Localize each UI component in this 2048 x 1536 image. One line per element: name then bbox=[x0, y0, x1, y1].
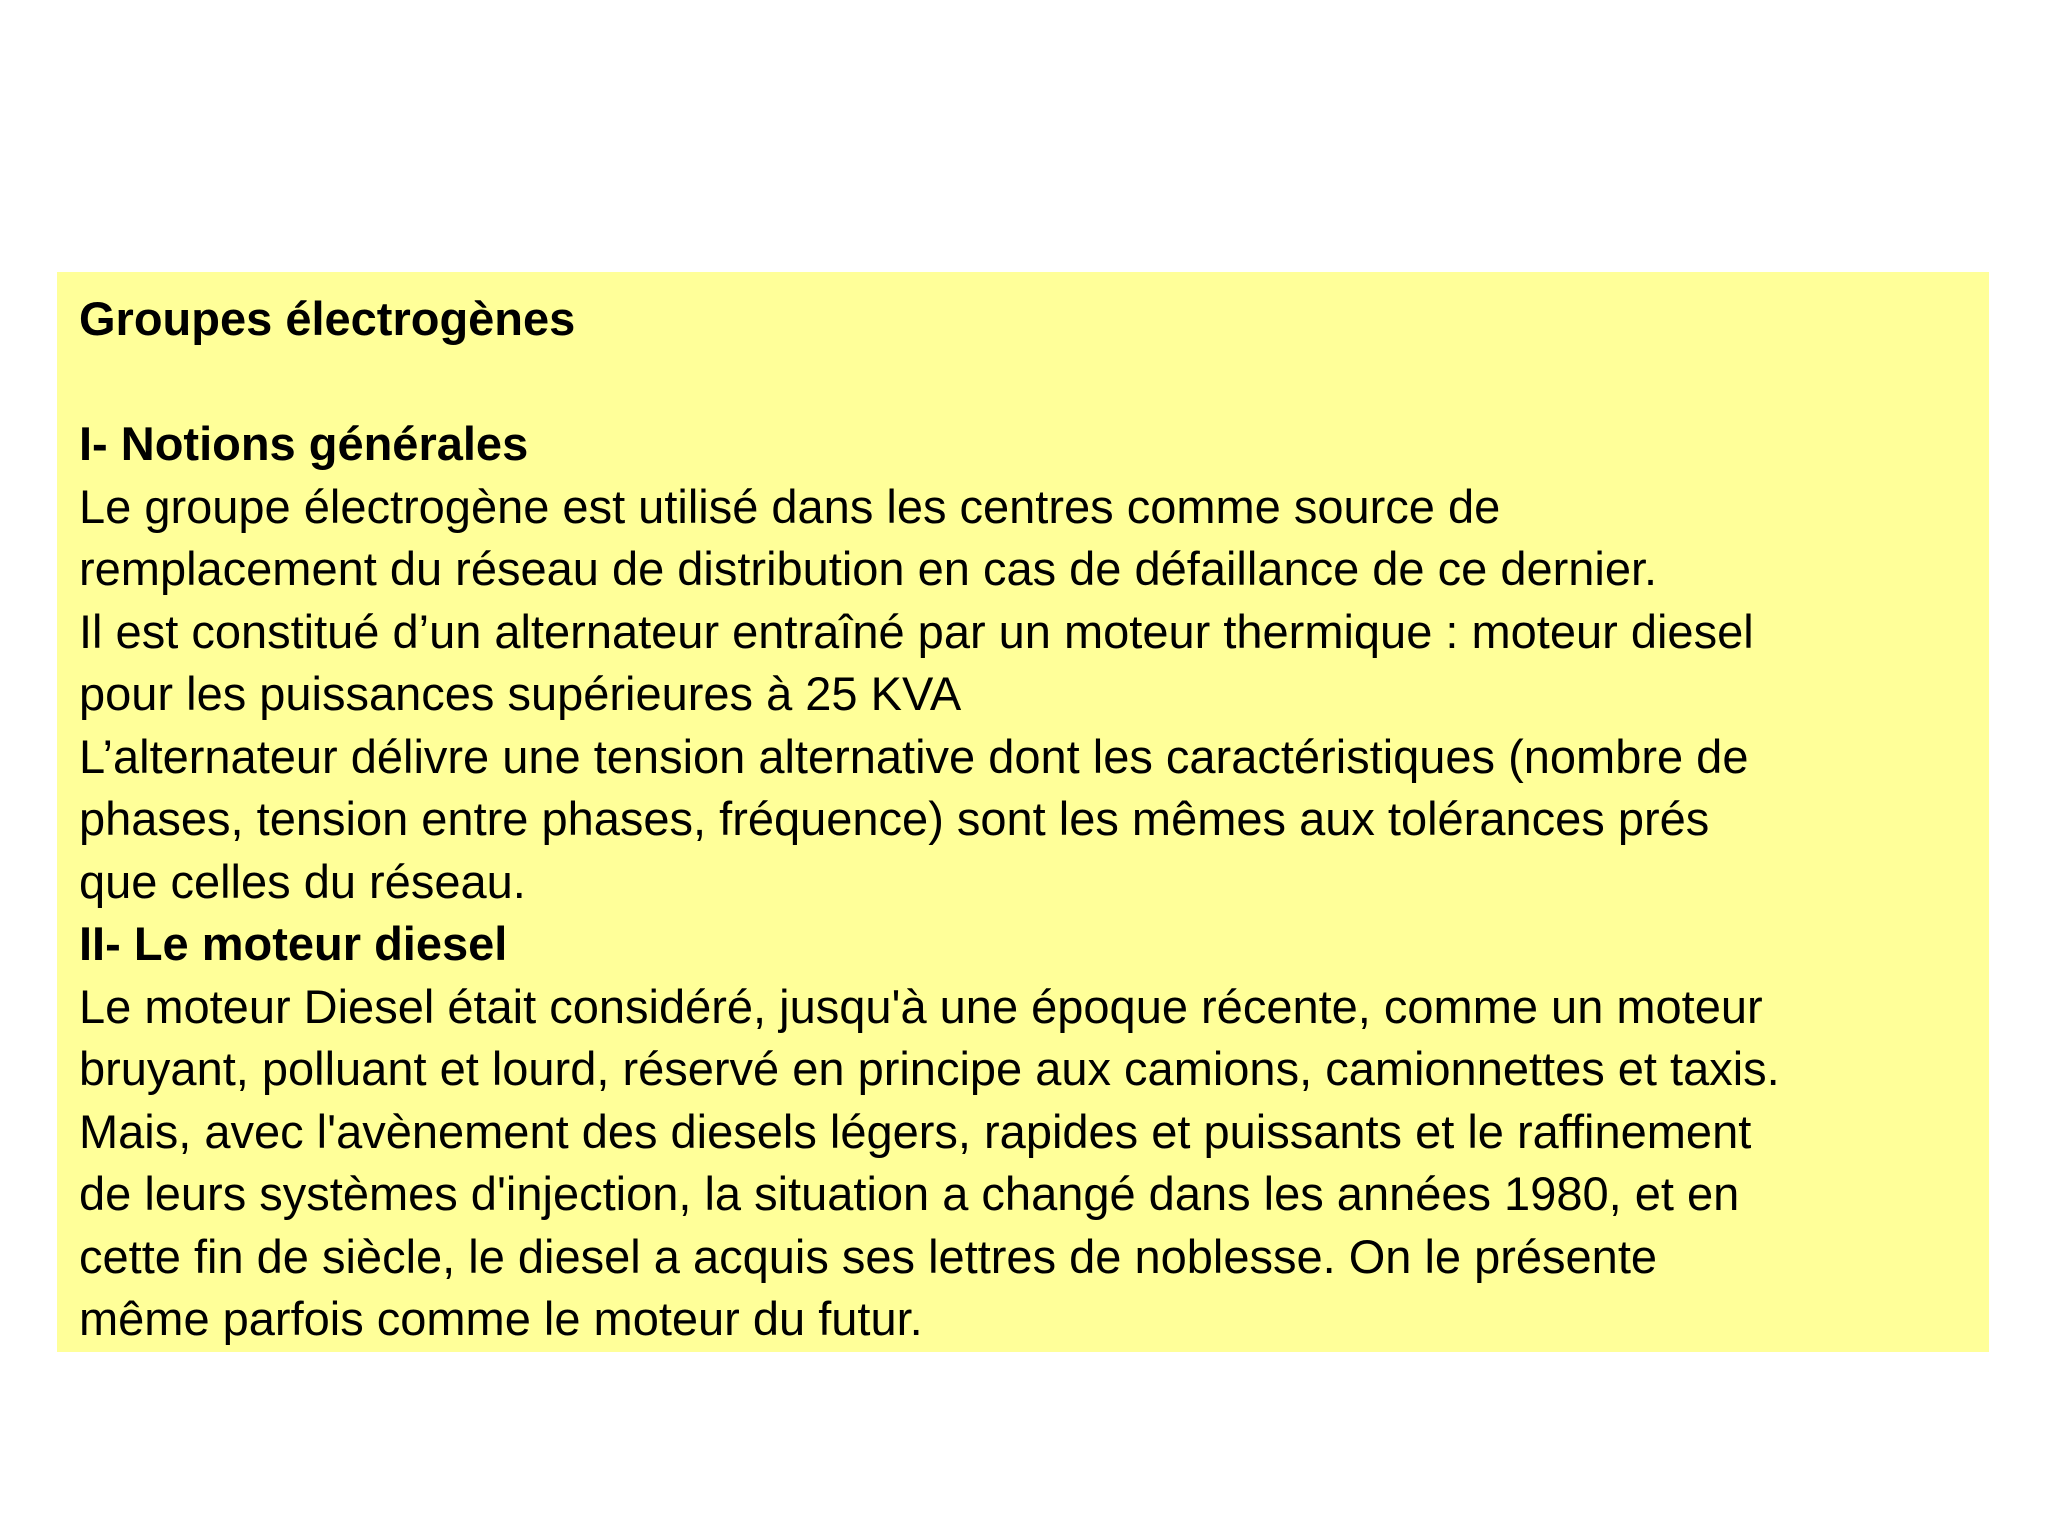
section-2-line: Mais, avec l'avènement des diesels légers, rapides et puissants et le raffinement bbox=[79, 1104, 1752, 1158]
section-2-line: bruyant, polluant et lourd, réservé en principe aux camions, camionnettes et taxis. bbox=[79, 1042, 1780, 1095]
section-1-line: pour les puissances supérieures à 25 KVA bbox=[79, 667, 962, 720]
section-1-line: remplacement du réseau de distribution en cas de défaillance de ce dernier. bbox=[79, 542, 1658, 595]
section-1-line: L’alternateur délivre une tension alternative dont les caractéristiques (nombre de bbox=[79, 729, 1749, 783]
section-2-line: cette fin de siècle, le diesel a acquis ses lettres de noblesse. On le présente bbox=[79, 1229, 1658, 1283]
section-1-line: phases, tension entre phases, fréquence) sont les mêmes aux tolérances prés bbox=[79, 792, 1710, 845]
section-2-heading: II- Le moteur diesel bbox=[79, 917, 508, 970]
section-1-heading: I- Notions générales bbox=[79, 417, 529, 470]
section-2-line: même parfois comme le moteur du futur. bbox=[79, 1292, 923, 1345]
blank-line bbox=[79, 351, 1969, 414]
section-1-line: que celles du réseau. bbox=[79, 854, 526, 908]
section-1-line: Le groupe électrogène est utilisé dans les centres comme source de bbox=[79, 479, 1501, 533]
section-1-line: Il est constitué d’un alternateur entraîné par un moteur thermique : moteur diesel bbox=[79, 604, 1754, 658]
section-2-line: Le moteur Diesel était considéré, jusqu'à une époque récente, comme un moteur bbox=[79, 979, 1763, 1033]
document-title: Groupes électrogènes bbox=[79, 292, 576, 345]
section-2-line: de leurs systèmes d'injection, la situation a changé dans les années 1980, et en bbox=[79, 1167, 1740, 1220]
text-box bbox=[57, 272, 1989, 1352]
